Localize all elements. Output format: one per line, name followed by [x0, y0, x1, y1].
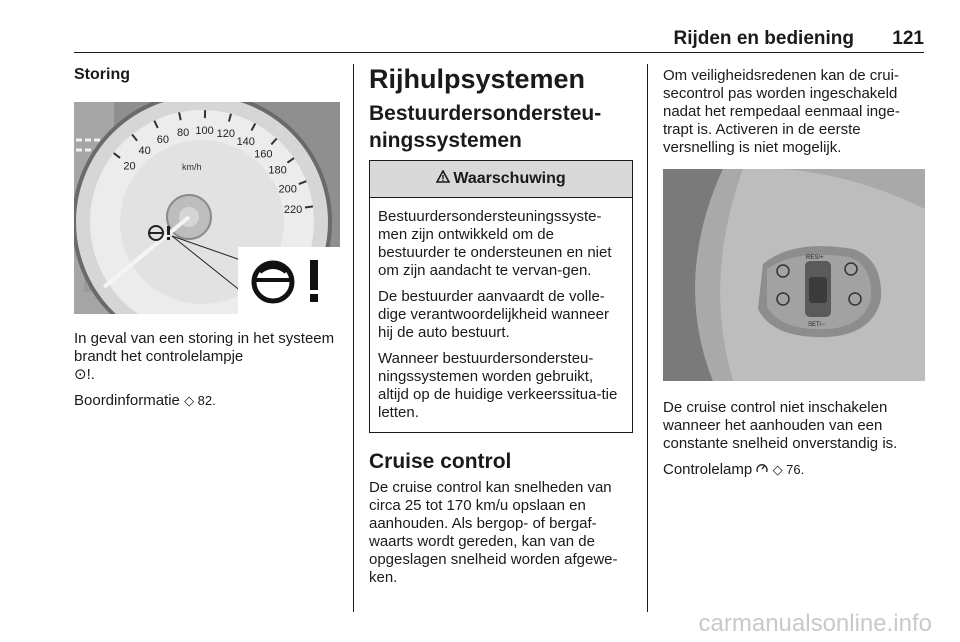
gauge-tick [305, 206, 313, 207]
page-header-title: Rijden en bediening [673, 28, 854, 49]
gauge-label: 60 [156, 133, 169, 146]
gauge-label: 140 [236, 136, 255, 149]
warning-header [370, 161, 632, 198]
gauge-label: 20 [123, 160, 136, 173]
page-number: 121 [892, 28, 924, 49]
speedometer-figure [74, 102, 340, 314]
section-heading-rijhulpsystemen: Rijhulpsystemen [369, 64, 586, 94]
storing-heading: Storing [74, 66, 130, 83]
safety-paragraph: Om veiligheidsredenen kan de crui-secontrol pas worden ingeschakeld nadat het rempedaal eenmaal inge-trapt is. Activeren in de eerste versnelling is niet mogelijk. [663, 67, 900, 156]
cruise-caution-paragraph: De cruise control niet inschakelen wanneer het aanhouden van een constante snelheid onverstandig is. [663, 399, 898, 452]
middle-column [369, 64, 633, 595]
page-reference-icon[interactable]: ◇ 76. [772, 462, 805, 477]
gauge-label: 200 [278, 183, 297, 196]
warning-paragraph-3: Wanneer bestuurdersondersteu-ningssystemen worden gebruikt, altijd op de huidige verkeerssitua-tie letten. [378, 350, 618, 421]
subheading-line2: ningssystemen [369, 129, 522, 152]
steering-wheel-figure [663, 169, 925, 381]
gauge-label: 80 [177, 126, 190, 139]
speed-unit-label: km/h [182, 162, 202, 172]
set-button-label[interactable]: SET/− [808, 322, 825, 328]
gauge-label: 40 [138, 145, 151, 158]
right-column [663, 67, 925, 487]
controlelamp-text: Controlelamp [663, 461, 753, 478]
steering-wheel-illustration [663, 169, 925, 381]
cruise-control-lamp-icon [756, 461, 772, 478]
warning-title: Waarschuwing [453, 170, 566, 187]
warning-body [370, 198, 632, 432]
column-divider-left [353, 64, 354, 612]
warning-box [369, 160, 633, 433]
warning-paragraph-1: Bestuurdersondersteuningssyste-men zijn ontwikkeld om de bestuurder te ondersteunen en niet om zijn aandacht te vervan-gen. [378, 208, 612, 279]
gauge-label: 120 [216, 128, 235, 141]
warning-paragraph-2: De bestuurder aanvaardt de volle-dige verantwoordelijkheid wanneer hij de auto bestuurt. [378, 288, 609, 341]
boordinformatie-text: Boordinformatie [74, 392, 180, 409]
gauge-label: 100 [195, 125, 214, 138]
watermark-text: carmanualsonline.info [698, 610, 932, 637]
gauge-label: 180 [268, 164, 287, 177]
steering-warning-symbol: ⊙!. [74, 366, 95, 383]
subheading-line1: Bestuurdersondersteu- [369, 102, 602, 125]
res-button-label[interactable]: RES/+ [806, 255, 824, 261]
warning-triangle-icon [436, 170, 450, 188]
gauge-label: 160 [254, 148, 273, 161]
column-divider-right [647, 64, 648, 612]
left-column [74, 66, 340, 418]
page-reference-icon[interactable]: ◇ 82. [184, 393, 216, 408]
cruise-control-paragraph: De cruise control kan snelheden van circa 25 tot 170 km/u opslaan en aanhouden. Als bergop- of bergaf-waarts wordt gereden, kan van de opgeslagen snelheid worden afgewe-ken. [369, 479, 618, 586]
gauge-label: 220 [283, 204, 303, 217]
page-header [74, 26, 924, 53]
storing-paragraph: In geval van een storing in het systeem brandt het controlelampje [74, 330, 335, 365]
cruise-control-heading: Cruise control [369, 450, 512, 473]
speedometer-illustration [74, 102, 340, 314]
